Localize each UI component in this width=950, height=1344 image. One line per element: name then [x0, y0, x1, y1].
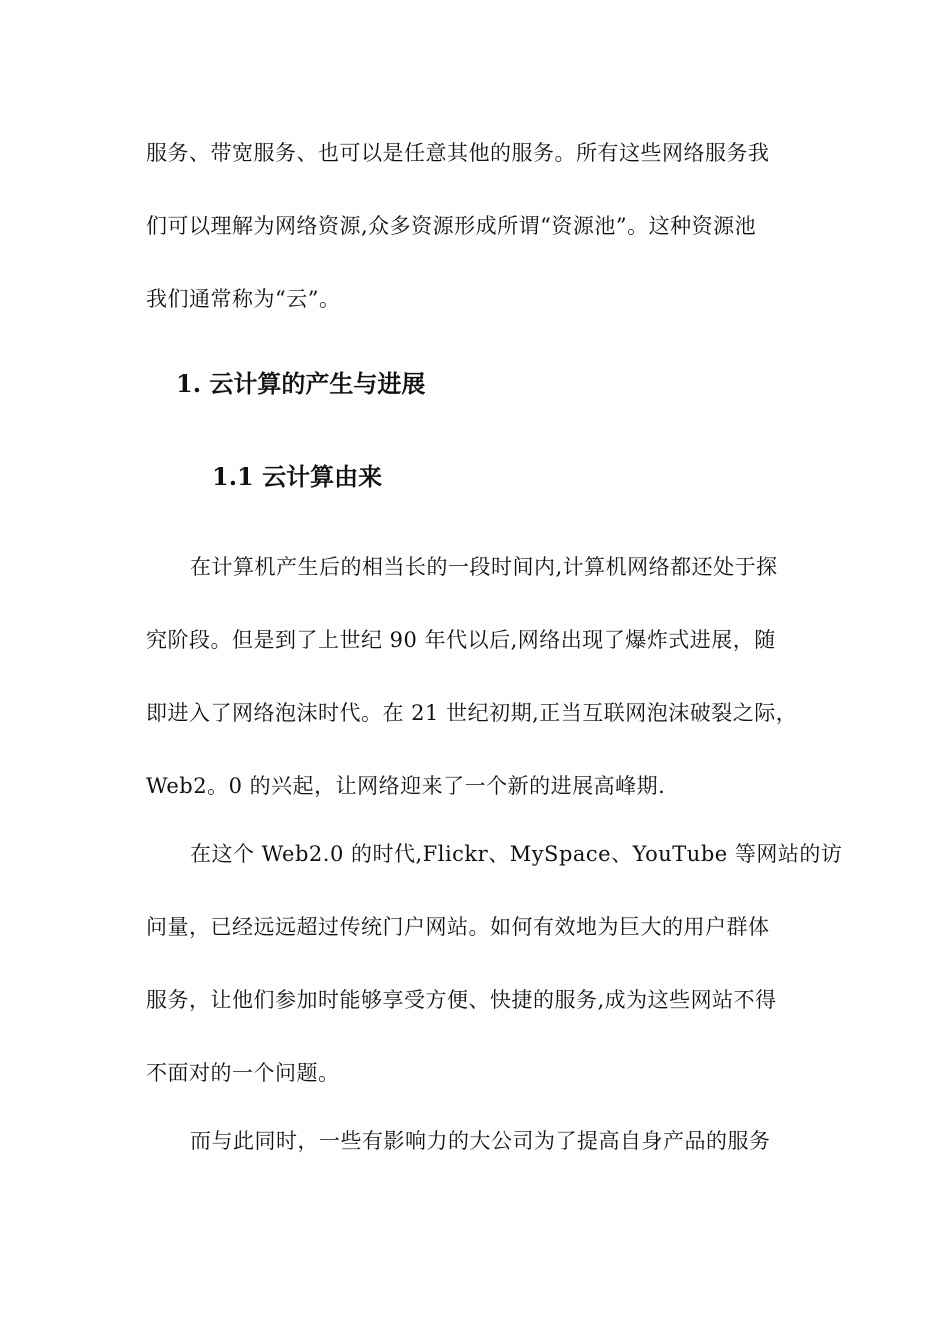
paragraph2-line-4: 不面对的一个问题。	[146, 1061, 340, 1085]
paragraph1-line-1: 在计算机产生后的相当长的一段时间内,计算机网络都还处于探	[190, 555, 778, 579]
paragraph2-line-1: 在这个 Web2.0 的时代,Flickr、MySpace、YouTube 等网站的访	[190, 842, 843, 866]
paragraph1-line-4: Web2。0 的兴起，让网络迎来了一个新的进展高峰期.	[146, 774, 666, 798]
paragraph1-line-3: 即进入了网络泡沫时代。在 21 世纪初期,正当互联网泡沫破裂之际，	[146, 701, 798, 725]
paragraph1-line-2: 究阶段。但是到了上世纪 90 年代以后,网络出现了爆炸式进展，随	[146, 628, 776, 652]
paragraph2-line-3: 服务，让他们参加时能够享受方便、快捷的服务,成为这些网站不得	[146, 988, 777, 1012]
paragraph2-line-2: 问量，已经远远超过传统门户网站。如何有效地为巨大的用户群体	[146, 915, 770, 939]
section-heading: 1. 云计算的产生与进展	[176, 369, 426, 398]
subsection-heading: 1.1 云计算由来	[212, 462, 383, 491]
intro-line-2: 们可以理解为网络资源,众多资源形成所谓“资源池”。这种资源池	[146, 214, 757, 238]
paragraph3-line-1: 而与此同时，一些有影响力的大公司为了提高自身产品的服务	[190, 1129, 771, 1153]
intro-line-1: 服务、带宽服务、也可以是任意其他的服务。所有这些网络服务我	[146, 141, 770, 165]
intro-line-3: 我们通常称为“云”。	[146, 287, 341, 311]
